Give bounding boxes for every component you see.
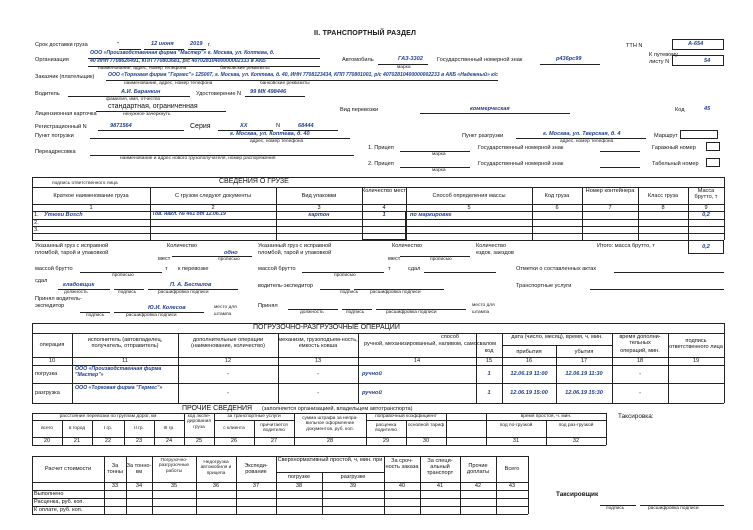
tabel-label: Табельный номер (652, 161, 699, 167)
unloading-sub: адрес, номер телефона (560, 139, 614, 144)
ops-row1-mech: - (317, 371, 319, 377)
cert-value: 99 МК 498446 (250, 89, 287, 95)
cargo-row1-method: по маркировке (410, 212, 452, 218)
cargo-num-9: 9 (704, 205, 708, 211)
customer-label: Заказчик (плательщик) (35, 74, 95, 80)
cargo-row3-no: 3. (34, 227, 39, 233)
organization-line1: ООО «Производственная фирма "Мастер"» г. Москва, ул. Коптева, д. (90, 50, 275, 56)
calc-num-41: 41 (436, 483, 444, 489)
driver-value: А.И. Баранкин (121, 89, 161, 95)
seals-right-words: прописью (430, 257, 452, 262)
accepted-stamp-l2: штампа (214, 312, 232, 317)
other-h-exp-code: код экспе-дирования груза (187, 414, 211, 430)
ops-row1-arrive: 12.06.19 11:00 (510, 371, 548, 377)
other-note: (заполняется организацией, владельцем автотранспорта) (262, 406, 413, 412)
garage-label: Гаражный номер (652, 145, 696, 151)
seals-right-qty2: мест (388, 256, 401, 262)
other-num-30: 30 (422, 438, 430, 444)
ops-h-op: операция (39, 342, 65, 348)
seals-right-qty: Количество (392, 243, 423, 249)
other-h-gr2: II гр. (134, 426, 144, 431)
ops-h-code: код (484, 348, 494, 354)
cert-label: Удостоверение N (196, 91, 242, 97)
other-h-fine: сумма штрафа за непра-вильное оформление документов, руб. коп. (302, 416, 358, 432)
trailer2-label: 2. Прицеп (368, 161, 394, 167)
driver-exp-label: водитель-экспедитор (258, 283, 314, 289)
accepted-driver-sign: подпись (86, 313, 105, 318)
calc-num-37: 37 (252, 483, 260, 489)
code-label: Код (675, 107, 685, 113)
seals-to-transport: к перевозке (178, 266, 209, 272)
calc-row-pay: К оплате, руб. коп. (34, 507, 83, 513)
accepted-right-label: Принял (258, 303, 278, 309)
waybill-label-2: листу N (649, 59, 670, 65)
ops-h-exec: исполнитель (автовладелец, получатель, отправитель) (87, 337, 163, 350)
cargo-num-3: 3 (317, 205, 321, 211)
taxer-decode: расшифровка подписи (648, 506, 699, 511)
seals-right-l1: Указанный груз с исправной (258, 243, 332, 249)
calc-num-34: 34 (135, 483, 143, 489)
other-num-20: 20 (43, 438, 51, 444)
other-num-21: 21 (73, 438, 81, 444)
cargo-h-mass: Масса брутто, т (694, 188, 718, 201)
organization-label: Организация (35, 57, 69, 63)
cargo-num-5: 5 (467, 205, 471, 211)
waybill-value: 54 (704, 58, 711, 64)
license-value: стандартная, ограниченная (108, 103, 198, 110)
driver-label: Водитель (35, 91, 60, 97)
seals-in-words: прописью (218, 257, 240, 262)
cargo-h-container: Номер контейнера (585, 188, 635, 194)
seals-left-l2: пломбой, тарой и упаковкой (35, 250, 109, 256)
other-h-distance: расстояние перевозки по группам дорог, км (59, 414, 157, 419)
calc-row-rate: Расценка, руб. коп. (34, 499, 85, 505)
ops-row2-extra: - (227, 390, 229, 396)
ops-row1-method: ручной (362, 371, 382, 377)
calc-num-43: 43 (508, 483, 516, 489)
plate-label: Государственный номерной знак (437, 57, 523, 63)
waybill-box[interactable] (672, 55, 724, 66)
ops-h-extra-time: время дополни-тельных (619, 334, 661, 347)
other-h-driver-due: причитается водителю (260, 423, 288, 434)
marks-label: Отметки о составленных актах (516, 266, 597, 272)
ops-row2-arrive: 12.06.19 15:00 (510, 390, 548, 396)
seals-ridge2: ездок, заездов (476, 250, 514, 256)
other-section-title: ПРОЧИЕ СВЕДЕНИЯ (182, 405, 253, 412)
accepted-stamp-l1: место для (214, 305, 237, 310)
shipper-decode-sub: расшифровка подписи (158, 290, 209, 295)
garage-box[interactable] (706, 142, 720, 151)
ops-num-11: 11 (122, 358, 128, 364)
seals-qty-value: одно (224, 250, 238, 256)
calc-h-tons: За тонны (107, 463, 123, 476)
customer-bank: банковские реквизиты (260, 81, 310, 86)
seals-ridge: Количество (476, 243, 507, 249)
trailer1-brand: марка (432, 152, 446, 157)
calc-num-36: 36 (212, 483, 220, 489)
seals-qty-label2: мест (158, 256, 171, 262)
delivery-year: 2019 (190, 41, 203, 47)
n-value: 68444 (298, 123, 314, 129)
cargo-h-class: Класс груза (647, 193, 679, 199)
ops-row2-exec: ООО «Торговая фирма "Гермес"» (75, 385, 163, 391)
calc-num-33: 33 (111, 483, 119, 489)
accepted-driver-name: Ю.И. Колесов (148, 305, 186, 311)
trailer1-label: 1. Прицеп (368, 145, 394, 151)
shipper-position: кладовщик (63, 282, 95, 288)
readdress-label: Переадресовка (35, 149, 76, 155)
other-num-23: 23 (135, 438, 143, 444)
calc-h-loading: погрузке (287, 474, 311, 480)
shipper-sign-sub: подпись (118, 290, 137, 295)
ops-row2-depart: 12.06.19 15:30 (565, 390, 603, 396)
seals-right-t: т (388, 266, 391, 272)
calc-h-expedition: Экспеди-рование (244, 463, 268, 476)
calc-num-38: 38 (295, 483, 303, 489)
calc-num-40: 40 (398, 483, 406, 489)
ops-row1-mins: - (639, 371, 641, 377)
license-sub: ненужное зачеркнуть (123, 112, 171, 117)
reg-value: 9871564 (110, 123, 132, 129)
seals-right-mass: массой брутто (258, 266, 296, 272)
total-label: Итого: масса брутто, т (597, 243, 655, 249)
reg-label: Регистрационный N (35, 124, 87, 130)
section-title: II. ТРАНСПОРТНЫЙ РАЗДЕЛ (314, 30, 417, 37)
accepted-right-decode: расшифровка подписи (386, 310, 437, 315)
other-num-26: 26 (230, 438, 238, 444)
vehicle-brand-sub: марка (397, 65, 411, 70)
seals-qty-label: Количество (167, 243, 198, 249)
taxation-label: Таксировка: (618, 413, 654, 420)
route-box[interactable] (680, 130, 718, 139)
license-label: Лицензионная карточка (35, 111, 97, 117)
other-h-services: за транспортные услуги (227, 414, 281, 419)
ops-h-mech: механизм, грузоподъем-ность, емкость ковша (278, 337, 358, 350)
accepted-driver-decode: расшифровка подписи (126, 313, 177, 318)
other-num-32: 32 (572, 438, 580, 444)
tabel-box[interactable] (706, 158, 720, 167)
other-num-29: 29 (382, 438, 390, 444)
delivery-quote: " (117, 42, 119, 48)
cargo-row2-no: 2. (34, 220, 39, 226)
calc-h-loadwork: Погрузочно-разгрузочные работы (158, 458, 190, 474)
cargo-h-pack: Вид упаковки (301, 193, 337, 199)
organization-line2: 40 ИНН 7708626491, КПП 770803681, р/с 40702810400000002333 в АКБ (90, 58, 266, 64)
cargo-num-4: 4 (382, 205, 386, 211)
accepted-right-sign: подпись (346, 310, 365, 315)
cargo-row1-docs: Тов. накл. № 461 от 12.06.19 (152, 211, 226, 217)
ops-h-extra: дополнительные операции (наименование, количество) (191, 337, 265, 350)
other-num-28: 28 (326, 438, 334, 444)
seals-right-mass-words: прописью (334, 273, 356, 278)
ops-num-16: 16 (525, 358, 533, 364)
other-h-city: в город (68, 426, 86, 431)
ops-h-method-group: способ (440, 334, 460, 340)
n-label: N (276, 123, 281, 129)
cargo-h-code: Код груза (544, 193, 570, 199)
other-h-coef: поправочный коэффициент (375, 414, 437, 419)
ops-row1-code: 1 (487, 371, 491, 377)
cargo-h-docs: С грузом следуют документы (174, 193, 252, 199)
ttn-label: ТТН N (626, 43, 643, 49)
organization-bank: банковские реквизиты (220, 66, 270, 71)
loading-label: Пункт погрузки (35, 133, 74, 139)
ops-h-mins: операций, мин. (620, 348, 660, 354)
ops-row2-mech: - (317, 390, 319, 396)
customer-sub: наименование, адрес, номер телефона (124, 81, 213, 86)
trailer2-brand: марка (432, 168, 446, 173)
ops-row2-code: 1 (487, 390, 491, 396)
trailer1-plate: Государственный номерной знак (478, 145, 564, 151)
cargo-section-title: СВЕДЕНИЯ О ГРУЗЕ (219, 178, 289, 185)
calc-h-tonkm: За тонно-км (126, 463, 152, 476)
other-num-25: 25 (195, 438, 203, 444)
organization-sub: наименование, адрес, номер телефона (98, 66, 187, 71)
other-h-total: всего (41, 426, 53, 431)
trailer2-plate: Государственный номерной знак (478, 161, 564, 167)
other-h-idle: время простоя, ч. мин. (520, 414, 572, 419)
cargo-num-2: 2 (211, 205, 215, 211)
calc-h-underload: Недогрузка автомобиля и прицепа (200, 460, 232, 476)
ops-row1-extra: - (227, 371, 229, 377)
other-num-31: 31 (512, 438, 520, 444)
ops-num-15: 15 (485, 358, 493, 364)
cargo-row1-name: Утюги Bosch (44, 212, 83, 218)
delivery-day: 12 июня (151, 41, 174, 47)
calc-h-other: Прочие доплаты (466, 463, 490, 476)
cargo-h-name: Краткое наименование груза (53, 193, 129, 199)
ops-num-10: 10 (48, 358, 56, 364)
taxer-label: Таксировщик (556, 491, 599, 498)
accepted-driver-l1: Принял водитель- (35, 296, 82, 302)
other-h-driver-rate: расценка водителю (375, 423, 397, 434)
driver-exp-sign: подпись (340, 290, 359, 295)
ops-num-14: 14 (413, 358, 421, 364)
loading-sub: адрес, номер телефона (250, 139, 304, 144)
ops-num-18: 18 (636, 358, 644, 364)
cargo-row1-qty: 1 (382, 212, 386, 218)
vehicle-label: Автомобиль (342, 57, 374, 63)
ops-h-arrive: прибытия (516, 349, 542, 355)
ops-h-depart: убытия (574, 349, 594, 355)
driver-exp-decode: расшифровка подписи (370, 290, 421, 295)
ttn-value: А-654 (688, 41, 704, 47)
other-h-idle-unload: под раз-грузкой (558, 423, 594, 428)
ops-num-12: 12 (224, 358, 232, 364)
seals-left-l1: Указанный груз с исправной (35, 243, 109, 249)
cargo-row1-pack: картон (308, 212, 330, 218)
transport-type-value: коммерческая (470, 106, 510, 112)
cargo-num-6: 6 (555, 205, 559, 211)
other-h-base-tariff: основной тариф (407, 423, 445, 428)
shipper-name: П. А. Беспалов (170, 282, 212, 288)
transport-type-label: Вид перевозки (340, 107, 379, 113)
cargo-num-7: 7 (608, 205, 612, 211)
ops-row1-exec: ООО «Производственная фирма "Мастер"» (75, 366, 162, 378)
calc-h-unloading: разгрузке (340, 474, 366, 480)
other-h-client: с клиента (223, 426, 245, 431)
ops-h-date-group: дата (число, месяц), время, ч, мин. (511, 334, 603, 340)
other-h-idle-load: под по-грузкой (499, 423, 533, 428)
seals-t-label: т (165, 266, 168, 272)
seals-given: сдал (408, 266, 421, 272)
unloading-label: Пункт разгрузки (462, 133, 504, 139)
cargo-h-qty: Количество мест (362, 188, 406, 194)
seals-mass-label: массой брутто (35, 266, 73, 272)
calc-h-simple-group: Сверхнормативный простой, ч, мин. при (277, 457, 383, 463)
series-value: ХХ (240, 123, 248, 129)
calc-h-special: За специ-альный транспорт (426, 458, 454, 477)
cargo-row1-no: 1. (34, 212, 39, 218)
calc-num-35: 35 (170, 483, 178, 489)
ops-num-19: 19 (692, 358, 700, 364)
calc-h-total: Всего (504, 466, 520, 472)
accepted-right-stamp-l2: штампа (472, 310, 490, 315)
other-num-22: 22 (104, 438, 112, 444)
ops-h-method: ручной, механизированный, наливом, самосвалом (364, 341, 496, 347)
taxer-sign: подпись (606, 506, 625, 511)
plate-value: р436рс99 (556, 56, 582, 62)
driver-sub: фамилия, имя, отчество (106, 97, 161, 102)
accepted-right-position: должность (300, 310, 324, 315)
cargo-num-1: 1 (89, 205, 93, 211)
ops-section-title: ПОГРУЗОЧНО-РАЗГРУЗОЧНЫЕ ОПЕРАЦИИ (253, 324, 400, 331)
ops-row2-mins: - (639, 390, 641, 396)
cargo-row1-mass: 0,2 (702, 212, 710, 218)
waybill-label: К путевому (649, 52, 678, 58)
other-h-gr3: III гр. (163, 426, 175, 431)
delivery-year-suffix: г. (208, 42, 211, 48)
readdress-sub: наименование и адрес нового грузополучателя, номер распоряжения (120, 156, 276, 161)
transport-services-label: Транспортные услуги (516, 283, 572, 289)
ops-row1-op: погрузка (35, 371, 58, 377)
calc-row-done: Выполнено (34, 491, 64, 497)
calc-h-cost: Расчет стоимости (44, 466, 92, 472)
seals-right-l2: пломбой, тарой и упаковкой (258, 250, 332, 256)
other-num-24: 24 (165, 438, 173, 444)
seals-mass-words: прописью (112, 273, 134, 278)
calc-h-urgency: За сроч-ность заказа (385, 458, 419, 471)
ops-row1-depart: 12.06.19 11:30 (565, 371, 603, 377)
ops-row2-op: разгрузка (35, 390, 60, 396)
code-value: 45 (704, 106, 711, 112)
route-label: Маршрут (654, 133, 678, 139)
loading-value: г. Москва, ул. Коптева, д. 40 (230, 131, 310, 137)
delivery-label: Срок доставки груза (35, 42, 88, 48)
unloading-value: г. Москва, ул. Тверская, д. 4 (543, 131, 621, 137)
cargo-resp-sign: подпись ответственного лица (52, 181, 118, 186)
ops-row2-method: ручной (362, 390, 382, 396)
ops-h-sign: подпись ответственного лица (669, 338, 723, 351)
vehicle-value: ГАЗ-3302 (398, 56, 423, 62)
total-value: 0,2 (702, 244, 710, 250)
other-num-27: 27 (270, 438, 278, 444)
customer-value: ООО «Торговая фирма "Гермес"» 125007, г. Москва, ул. Коптева, д. 40, ИНН 7708123434, КПП 770801001, р/с 40702810400000002233 в АКБ «Надежный» к/с (108, 72, 499, 78)
other-h-gr1: I гр. (103, 426, 113, 431)
ops-num-13: 13 (314, 358, 322, 364)
cargo-num-8: 8 (661, 205, 665, 211)
ops-num-17: 17 (580, 358, 588, 364)
shipper-position-sub: должность (64, 290, 88, 295)
series-label: Серия (190, 123, 211, 130)
accepted-driver-l2: экспедитор (35, 303, 65, 309)
cargo-h-method: Способ определения массы (432, 193, 506, 199)
accepted-right-stamp-l1: место для (472, 303, 495, 308)
calc-num-39: 39 (349, 483, 357, 489)
shipper-given: сдал (35, 278, 48, 284)
calc-num-42: 42 (474, 483, 482, 489)
